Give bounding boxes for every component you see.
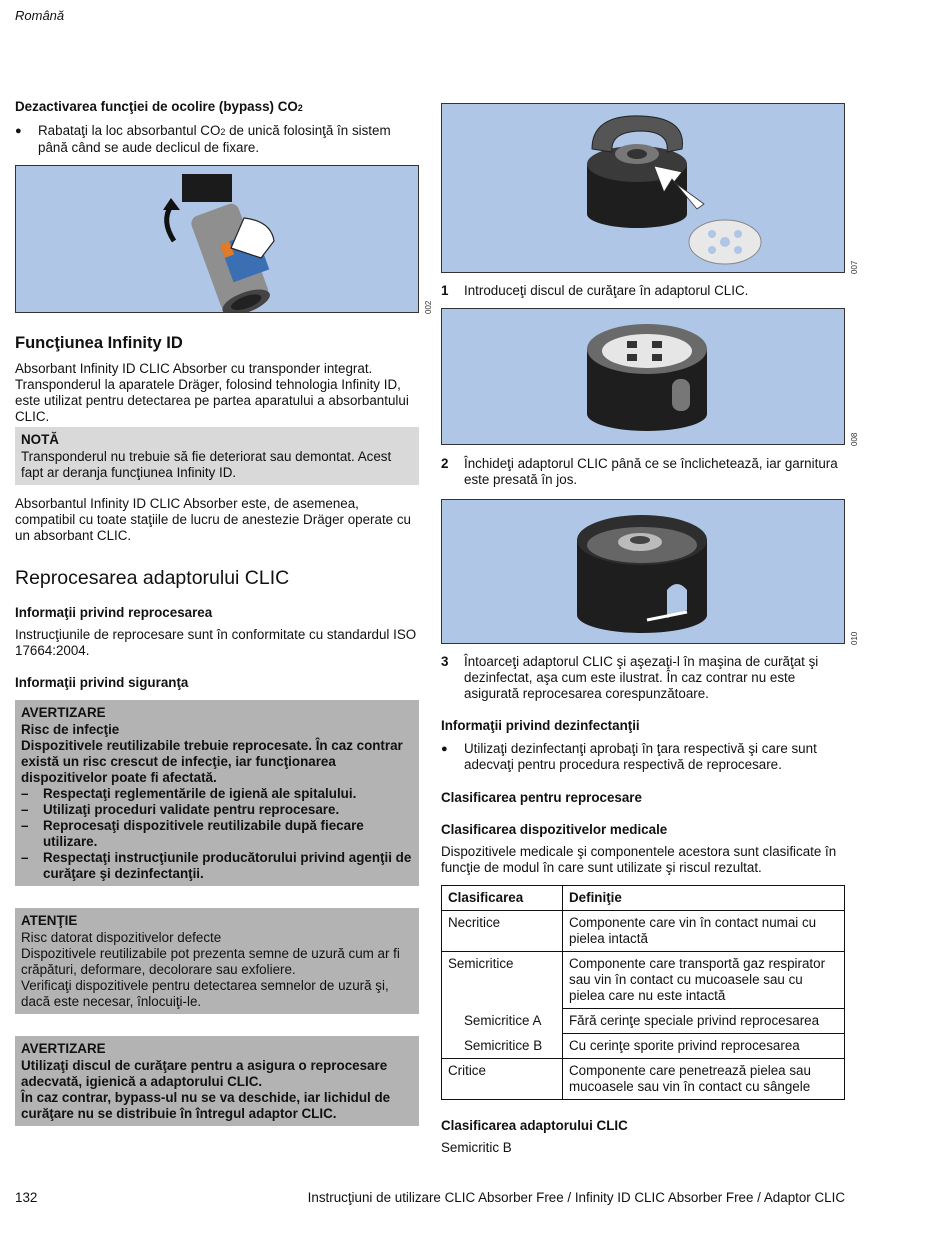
figure-number: 008 <box>850 432 859 446</box>
table-row <box>442 1009 845 1034</box>
left-column <box>15 99 433 1126</box>
language-label: Română <box>15 8 65 23</box>
note-box <box>15 427 419 485</box>
infinity-compat: Absorbantul Infinity ID CLIC Absorber este, de asemenea, compatibil cu toate staţiile de lucru de anestezie Dräger operate cu un absorbant CLIC. <box>15 496 411 543</box>
step-number: 3 <box>441 654 449 669</box>
warning-box-infection <box>15 700 419 886</box>
disinfectant-instruction: ● Utilizaţi dezinfectanţi aprobaţi în ţara respectivă şi care sunt adecvaţi pentru procedura respectivă de reprocesare. <box>441 741 845 773</box>
caution-text: Dispozitivele reutilizabile pot prezenta semne de uzură cum ar fi crăpături, deformare, decolorare sau exfoliere. <box>21 946 400 977</box>
clic-classification-value: Semicritic B <box>441 1140 512 1155</box>
medical-classification-text: Dispozitivele medicale şi componentele acestora sunt clasificate în funcţie de modul în care sunt utilizate şi riscul rezultat. <box>441 844 837 875</box>
warning-subtitle: Risc de infecţie <box>21 722 120 737</box>
table-row <box>442 1034 845 1059</box>
figure-insert-disc <box>441 103 859 274</box>
safety-title: Informaţii privind siguranţa <box>15 675 189 690</box>
figure-number: 002 <box>424 300 433 314</box>
caution-title: ATENŢIE <box>21 913 78 928</box>
figure-number: 007 <box>850 260 859 274</box>
step-1 <box>441 283 845 299</box>
table-cell: Cu cerinţe sporite privind reprocesarea <box>563 1034 845 1059</box>
caution-subtitle: Risc datorat dispozitivelor defecte <box>21 930 222 945</box>
table-header-row <box>442 886 845 911</box>
step-number: 1 <box>441 283 449 298</box>
disinfectant-title: Informaţii privind dezinfectanţii <box>441 718 640 733</box>
warning-item: – Reprocesaţi dispozitivele reutilizabile după fiecare utilizare. <box>21 818 413 850</box>
figure-absorber-bypass <box>15 165 433 314</box>
table-cell: Semicritice A <box>442 1009 563 1034</box>
table-header-cell: Clasificarea <box>442 886 563 911</box>
step-3 <box>441 654 845 702</box>
clic-classification-title: Clasificarea adaptorului CLIC <box>441 1118 628 1133</box>
caution-box <box>15 908 419 1014</box>
table-header-cell: Definiţie <box>563 886 845 911</box>
table-cell: Semicritice <box>442 952 563 1009</box>
warning-item: – Utilizaţi proceduri validate pentru reprocesare. <box>21 802 413 818</box>
absorber-illustration <box>16 166 418 312</box>
medical-classification-title: Clasificarea dispozitivelor medicale <box>441 822 668 837</box>
info-text: Instrucţiunile de reprocesare sunt în conformitate cu standardul ISO 17664:2004. <box>15 627 417 658</box>
closed-adapter-illustration <box>442 309 844 444</box>
note-text: Transponderul nu trebuie să fie deteriorat sau demontat. Acest fapt ar deranja funcţiunea Infinity ID. <box>21 449 392 480</box>
warning-consequence: În caz contrar, bypass-ul nu se va deschide, iar lichidul de curăţare nu se distribuie în întregul adaptor CLIC. <box>21 1090 391 1121</box>
table-cell: Critice <box>442 1059 563 1100</box>
table-cell: Necritice <box>442 911 563 952</box>
adapter-disc-illustration <box>442 104 844 272</box>
table-cell: Componente care vin în contact numai cu pielea intactă <box>563 911 845 952</box>
table-cell: Componente care penetrează pielea sau mucoasele sau vin în contact cu sângele <box>563 1059 845 1100</box>
table-row <box>442 952 845 1009</box>
note-title: NOTĂ <box>21 432 59 447</box>
caution-action: Verificaţi dispozitivele pentru detectarea semnelor de uzură şi, dacă este necesar, înlocuiţi-le. <box>21 978 389 1009</box>
step-text: Introduceţi discul de curăţare în adaptorul CLIC. <box>464 283 749 298</box>
bypass-instruction: ● Rabataţi la loc absorbantul CO2 de unică folosinţă în sistem până când se aude declicul de fixare. <box>15 123 419 156</box>
warning-text: Dispozitivele reutilizabile trebuie reprocesate. În caz contrar există un risc crescut de infecţie, iar funcţionarea dispozitivelor poate fi afectată. <box>21 738 403 785</box>
classification-title: Clasificarea pentru reprocesare <box>441 790 642 805</box>
infinity-description: Absorbant Infinity ID CLIC Absorber cu transponder integrat. Transponderul la aparatele Dräger, folosind tehnologia Infinity ID, este utilizat pentru detectarea pe partea aparatului a absorbantului CLIC. <box>15 361 409 424</box>
inverted-adapter-illustration <box>442 500 844 643</box>
step-2 <box>441 456 845 488</box>
page-number: 132 <box>15 1190 38 1205</box>
step-text: Închideţi adaptorul CLIC până ce se înclichetează, iar garnitura este presată în jos. <box>464 456 838 487</box>
step-number: 2 <box>441 456 449 471</box>
warning-text: Utilizaţi discul de curăţare pentru a asigura o reprocesare adecvată, igienică a adaptorului CLIC. <box>21 1058 388 1089</box>
table-row <box>442 911 845 952</box>
warning-item: – Respectaţi instrucţiunile producătorului privind agenţii de curăţare şi dezinfectanţii. <box>21 850 413 882</box>
figure-number: 010 <box>850 631 859 645</box>
table-cell: Componente care transportă gaz respirator sau vin în contact cu mucoasele sau cu pielea care nu este intactă <box>563 952 845 1009</box>
table-cell: Fără cerinţe speciale privind reprocesarea <box>563 1009 845 1034</box>
warning-title: AVERTIZARE <box>21 1041 106 1056</box>
info-title: Informaţii privind reprocesarea <box>15 605 213 620</box>
warning-title: AVERTIZARE <box>21 705 106 720</box>
figure-turn-adapter <box>441 499 859 645</box>
table-cell: Semicritice B <box>442 1034 563 1059</box>
footer-title: Instrucţiuni de utilizare CLIC Absorber Free / Infinity ID CLIC Absorber Free / Adaptor CLIC <box>307 1190 845 1205</box>
warning-box-cleaning <box>15 1036 419 1126</box>
bypass-title: Dezactivarea funcţiei de ocolire (bypass) CO2 <box>15 99 303 114</box>
figure-close-adapter <box>441 308 859 446</box>
warning-item: – Respectaţi reglementările de igienă ale spitalului. <box>21 786 413 802</box>
classification-table <box>441 885 845 1100</box>
reproc-title: Reprocesarea adaptorului CLIC <box>15 567 290 589</box>
right-column <box>441 103 859 1156</box>
table-row <box>442 1059 845 1100</box>
infinity-title: Funcţiunea Infinity ID <box>15 334 183 352</box>
step-text: Întoarceţi adaptorul CLIC şi aşezaţi-l în maşina de curăţat şi dezinfectat, aşa cum este ilustrat. În caz contrar nu este asigurată reprocesarea corespunzătoare. <box>464 654 819 701</box>
